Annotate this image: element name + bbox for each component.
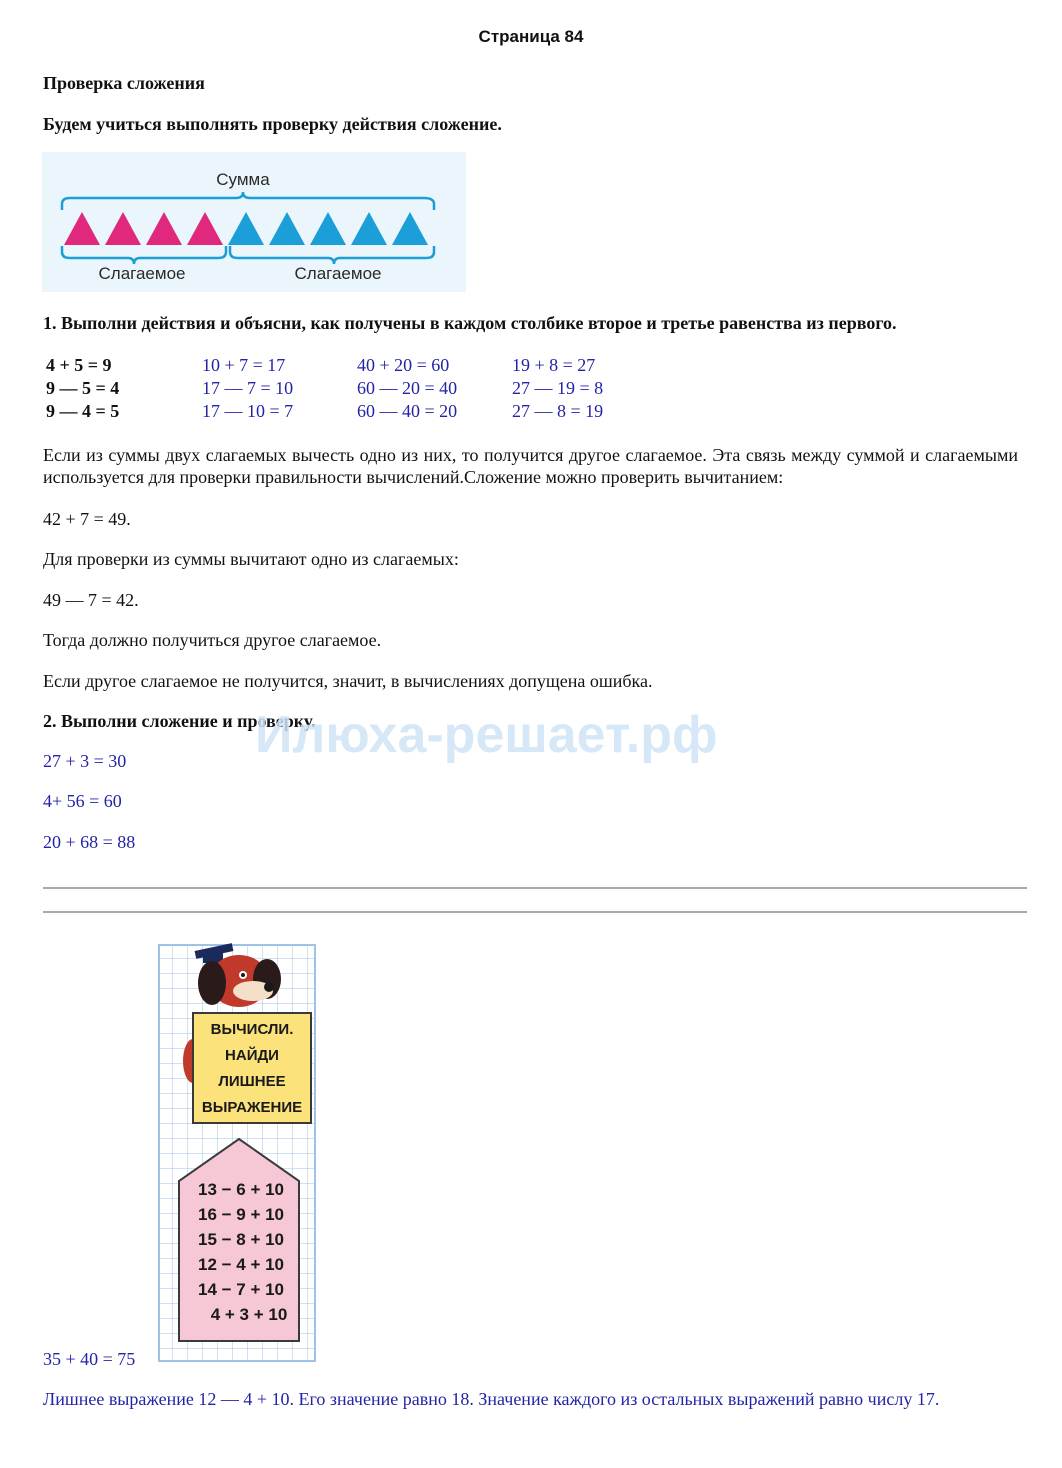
equation-line: 9 — 4 = 5: [46, 401, 120, 421]
equation-line: 40 + 20 = 60: [357, 355, 450, 375]
task2-answer: 27 + 3 = 30: [43, 751, 127, 771]
task1-title: 1. Выполни действия и объясни, как получены в каждом столбике второе и третье равенства из первого.: [43, 313, 897, 333]
expression-item: 14 − 7 + 10: [197, 1280, 285, 1299]
lesson-goal: Будем учиться выполнять проверку действия сложение.: [43, 114, 502, 134]
expression-item: 13 − 6 + 10: [197, 1180, 285, 1199]
equation-line: 60 — 20 = 40: [357, 378, 458, 398]
task2-title: 2. Выполни сложение и проверку.: [43, 711, 316, 731]
lesson-title: Проверка сложения: [43, 73, 205, 93]
divider-line: [43, 911, 1027, 913]
addend1-label: Слагаемое: [98, 264, 186, 283]
check-instruction: Для проверки из суммы вычитают одно из слагаемых:: [43, 549, 459, 569]
check-equation: 49 — 7 = 42.: [43, 590, 139, 610]
sign-line: ЛИШНЕЕ: [218, 1073, 286, 1090]
equation-line: 9 — 5 = 4: [46, 378, 120, 398]
equation-line: 19 + 8 = 27: [512, 355, 596, 375]
watermark: Илюха-решает.рф: [255, 706, 718, 764]
equation-line: 17 — 10 = 7: [202, 401, 294, 421]
equation-line: 27 — 8 = 19: [512, 401, 604, 421]
equation-line: 17 — 7 = 10: [202, 378, 294, 398]
sign-line: ВЫРАЖЕНИЕ: [201, 1099, 303, 1116]
equation-column-1: [46, 354, 119, 423]
equation-line: 4 + 5 = 9: [46, 355, 112, 375]
sum-addends-diagram: [42, 152, 466, 292]
explanation-paragraph: Если из суммы двух слагаемых вычесть одно из них, то получится другое слагаемое. Эта связь между суммой и слагаемыми используется для проверки правильности вычислений.Сложение можно проверить вычитанием:: [43, 445, 1018, 487]
equation-line: 60 — 40 = 20: [357, 401, 458, 421]
expression-item: 4 + 3 + 10: [210, 1305, 288, 1324]
task2-answer: 20 + 68 = 88: [43, 832, 136, 852]
page-title: Страница 84: [478, 27, 584, 46]
expression-item: 12 − 4 + 10: [197, 1255, 285, 1274]
equation-column-2: [202, 354, 293, 423]
equation-line: 10 + 7 = 17: [202, 355, 286, 375]
divider-line: [43, 887, 1027, 889]
equation-column-4: [512, 354, 603, 423]
sum-label: Сумма: [216, 170, 270, 189]
expression-item: 15 − 8 + 10: [197, 1230, 285, 1249]
example-equation: 42 + 7 = 49.: [43, 509, 131, 529]
expression-item: 16 − 9 + 10: [197, 1205, 285, 1224]
sign-line: ВЫЧИСЛИ.: [210, 1021, 294, 1038]
find-extra-expression-card: [157, 943, 317, 1363]
task3-answer: 35 + 40 = 75: [43, 1349, 136, 1369]
check-result: Тогда должно получиться другое слагаемое.: [43, 630, 382, 650]
equation-column-3: [357, 354, 457, 423]
task3-conclusion: Лишнее выражение 12 — 4 + 10. Его значение равно 18. Значение каждого из остальных выражений равно числу 17.: [43, 1389, 940, 1409]
task2-answer: 4+ 56 = 60: [43, 791, 122, 811]
addend2-label: Слагаемое: [294, 264, 382, 283]
error-note: Если другое слагаемое не получится, значит, в вычислениях допущена ошибка.: [43, 671, 653, 691]
equation-line: 27 — 19 = 8: [512, 378, 604, 398]
sign-line: НАЙДИ: [225, 1047, 279, 1064]
